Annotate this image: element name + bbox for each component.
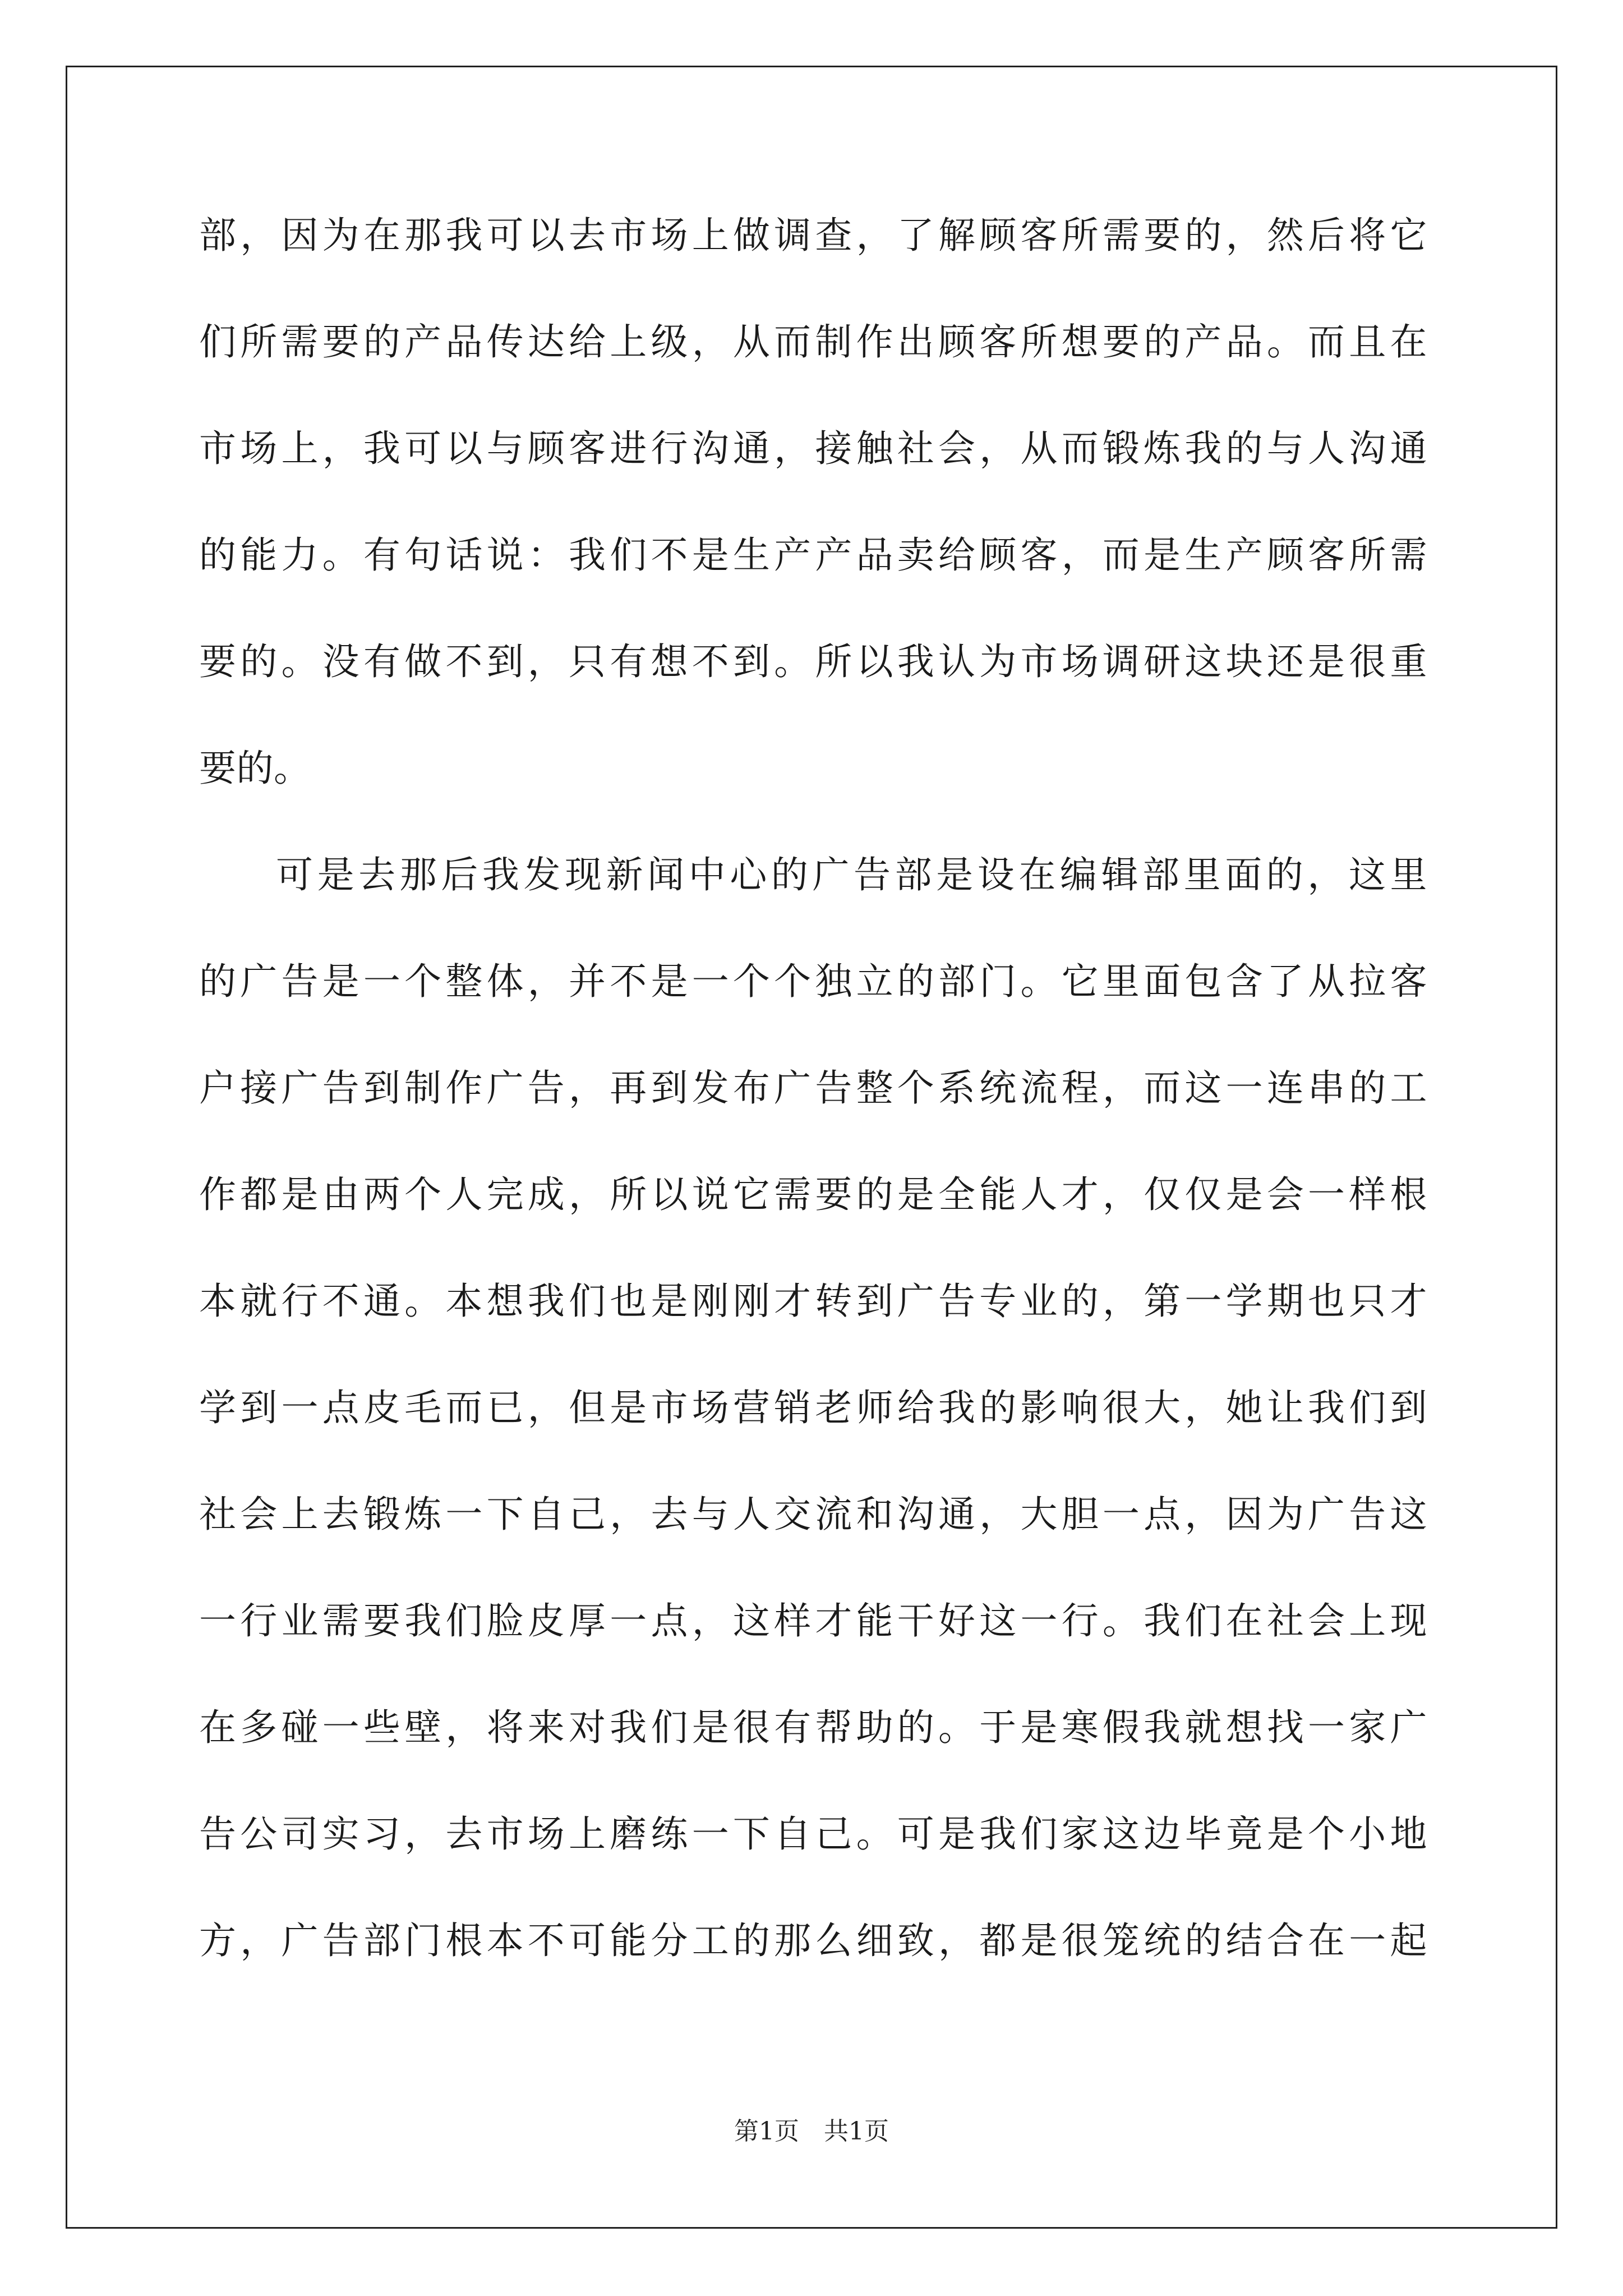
paragraph-line: 的广告是一个整体，并不是一个个独立的部门。它里面包含了从拉客 <box>199 960 1427 1003</box>
paragraph-line: 在多碰一些壁，将来对我们是很有帮助的。于是寒假我就想找一家广 <box>199 1706 1427 1749</box>
paragraph-line: 部，因为在那我可以去市场上做调查，了解顾客所需要的，然后将它 <box>199 214 1427 257</box>
paragraph-line: 们所需要的产品传达给上级，从而制作出顾客所想要的产品。而且在 <box>199 320 1427 364</box>
paragraph-line: 本就行不通。本想我们也是刚刚才转到广告专业的，第一学期也只才 <box>199 1280 1427 1323</box>
paragraph-line: 告公司实习，去市场上磨练一下自己。可是我们家这边毕竟是个小地 <box>199 1812 1427 1856</box>
paragraph-line: 一行业需要我们脸皮厚一点，这样才能干好这一行。我们在社会上现 <box>199 1599 1427 1642</box>
paragraph-first-line: 可是去那后我发现新闻中心的广告部是设在编辑部里面的，这里 <box>276 853 1427 896</box>
paragraph-line: 要的。 <box>199 747 311 790</box>
paragraph-line: 的能力。有句话说：我们不是生产产品卖给顾客，而是生产顾客所需 <box>199 533 1427 577</box>
paragraph-line: 方，广告部门根本不可能分工的那么细致，都是很笼统的结合在一起 <box>199 1919 1427 1962</box>
paragraph-line: 户接广告到制作广告，再到发布广告整个系统流程，而这一连串的工 <box>199 1066 1427 1110</box>
paragraph-line: 学到一点皮毛而已，但是市场营销老师给我的影响很大，她让我们到 <box>199 1386 1427 1429</box>
paragraph-line: 社会上去锻炼一下自己，去与人交流和沟通，大胆一点，因为广告这 <box>199 1493 1427 1536</box>
paragraph-line: 要的。没有做不到，只有想不到。所以我认为市场调研这块还是很重 <box>199 640 1427 683</box>
page-number-footer: 第1页 共1页 <box>734 2117 889 2146</box>
paragraph-line: 市场上，我可以与顾客进行沟通，接触社会，从而锻炼我的与人沟通 <box>199 427 1427 470</box>
document-body <box>199 182 1427 1994</box>
paragraph-line: 作都是由两个人完成，所以说它需要的是全能人才，仅仅是会一样根 <box>199 1173 1427 1216</box>
